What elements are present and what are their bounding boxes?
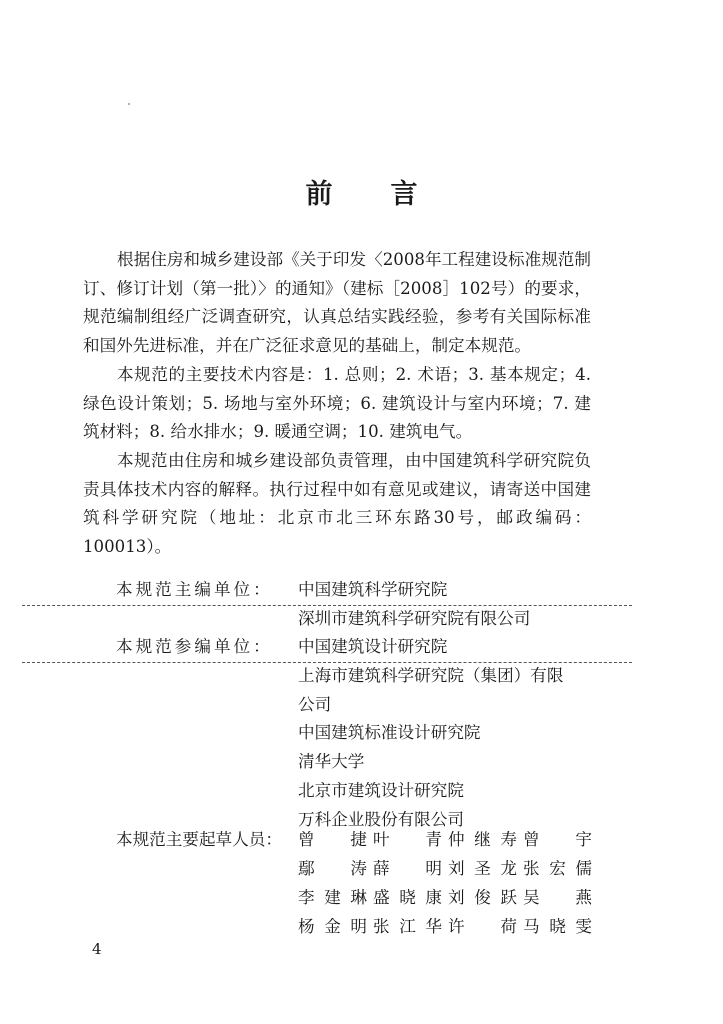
drafters-row: [298, 912, 598, 941]
drafters-row: [298, 854, 598, 883]
participating-unit-row: [0, 633, 723, 662]
drafter-name: 张江华: [373, 917, 442, 936]
chief-unit-value: 深圳市建筑科学研究院有限公司: [298, 608, 531, 628]
drafter-name: 吴 燕: [523, 888, 592, 907]
paragraph-1: 根据住房和城乡建设部《关于印发〈2008年工程建设标准规范制订、修订计划（第一批）〉的通知》（建标［2008］102号）的要求，规范编制组经广泛调查研究，认真总结实践经验，参考有关国际标准和国外先进标准，并在广泛征求意见的基础上，制定本规范。: [83, 250, 591, 356]
participating-unit-value: 万科企业股份有限公司: [298, 809, 464, 829]
drafters-row: [298, 825, 598, 854]
title-char-2: 言: [390, 179, 418, 210]
participating-unit-value: 清华大学: [298, 752, 365, 772]
chief-unit-label: 本规范主编单位：: [116, 580, 273, 599]
drafters-label: 本规范主要起草人员：: [116, 830, 282, 849]
page-number: 4: [92, 940, 102, 958]
chief-unit-row: [0, 576, 723, 605]
drafters-row: [298, 883, 598, 912]
drafter-name: 杨金明: [298, 917, 367, 936]
participating-unit-row: [0, 691, 723, 720]
participating-unit-value: 中国建筑设计研究院: [298, 637, 448, 657]
paragraph-2: 本规范的主要技术内容是：1. 总则；2. 术语；3. 基本规定；4. 绿色设计策划；5. 场地与室外环境；6. 建筑设计与室内环境；7. 建筑材料；8. 给水排水；9. 暖通空调；10. 建筑电气。: [83, 364, 591, 442]
divider-line: [22, 662, 632, 663]
divider-line: [22, 605, 632, 606]
participating-unit-row: [0, 719, 723, 748]
drafter-name: 刘圣龙: [448, 859, 517, 878]
participating-unit-value: 北京市建筑设计研究院: [298, 780, 464, 800]
drafter-name: 盛晓康: [373, 888, 442, 907]
participating-unit-row: [0, 777, 723, 806]
participating-unit-label: 本规范参编单位：: [116, 637, 273, 657]
drafters-list: [298, 825, 598, 941]
chief-unit-value: 中国建筑科学研究院: [298, 580, 448, 599]
drafter-name: 叶 青: [373, 830, 442, 849]
preface-body: [83, 246, 591, 562]
participating-unit-row: [0, 748, 723, 777]
drafter-name: 李建琳: [298, 888, 367, 907]
organizations-section: [0, 576, 723, 834]
drafter-name: 许 荷: [448, 917, 517, 936]
drafter-name: 薛 明: [373, 859, 442, 878]
participating-unit-value: 公司: [298, 694, 332, 714]
paragraph-3: 本规范由住房和城乡建设部负责管理，由中国建筑科学研究院负责具体技术内容的解释。执行过程中如有意见或建议，请寄送中国建筑科学研究院（地址：北京市北三环东路30号，邮政编码：100013）。: [83, 450, 591, 557]
drafter-name: 仲继寿: [448, 830, 517, 849]
drafter-name: 曾 捷: [298, 830, 367, 849]
page-title: [0, 172, 723, 211]
participating-unit-row: [0, 662, 723, 691]
drafter-name: 马晓雯: [523, 917, 592, 936]
drafter-name: 刘俊跃: [448, 888, 517, 907]
scan-speck: [128, 103, 130, 105]
drafter-name: 鄢 涛: [298, 859, 367, 878]
chief-unit-row: [0, 605, 723, 634]
participating-unit-value: 中国建筑标准设计研究院: [298, 723, 481, 743]
drafter-name: 张宏儒: [523, 859, 592, 878]
title-char-1: 前: [305, 179, 333, 210]
participating-unit-value: 上海市建筑科学研究院（集团）有限: [298, 666, 564, 686]
drafter-name: 曾 宇: [523, 830, 592, 849]
